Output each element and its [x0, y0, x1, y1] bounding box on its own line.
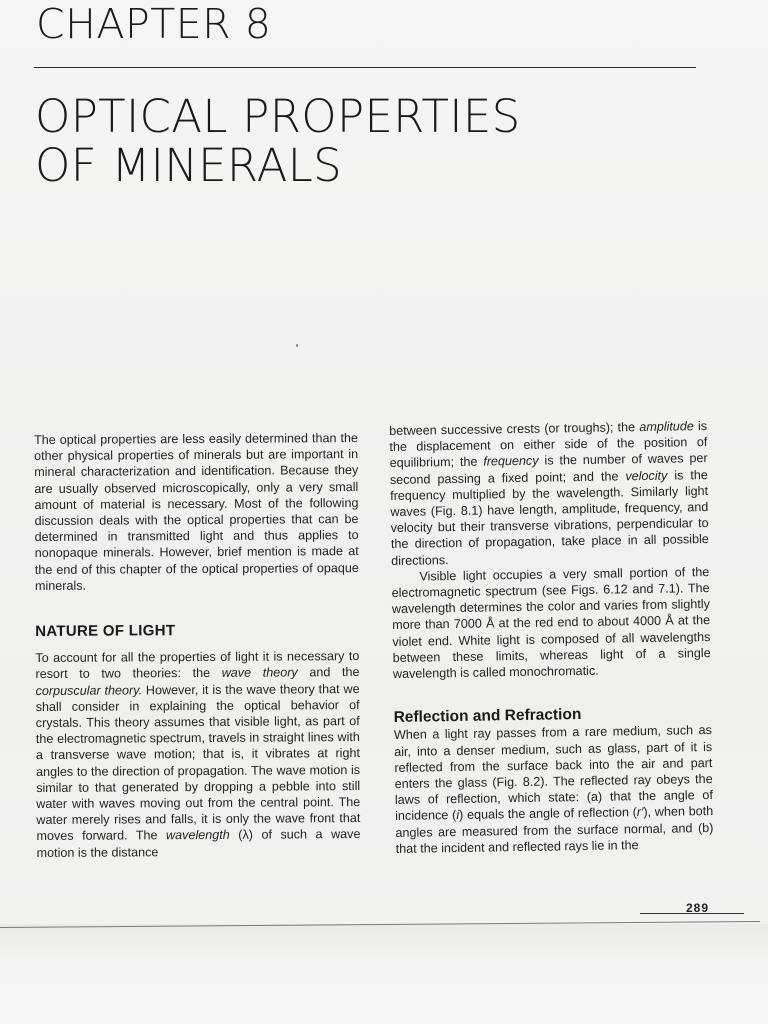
chapter-label: CHAPTER 8 — [36, 0, 272, 48]
chapter-title-line-1: OPTICAL PROPERTIES — [35, 90, 521, 143]
reflection-paragraph: When a light ray passes from a rare medium, such as air, into a denser medium, such as glass, part of it is reflected from the surface back into the air and part enters the glass (Fig. 8.2). The reflected ray obeys the laws of reflection, which state: (a) that the angle of incidence (i) equals the angle of reflection (r′), when both angles are measured from the surface normal, and (b) that the incident and reflected rays lie in the — [393, 723, 714, 856]
nature-of-light-paragraph: To account for all the properties of light it is necessary to resort to two theories: the wave theory and the corpuscular theory. However, it is the wave theory that we shall consider in explaining the optical behavior of crystals. This theory assumes that visible light, as part of the electromagnetic spectrum, travels in straight lines with a transverse wave motion; that is, it vibrates at right angles to the direction of propagation. The wave motion is similar to that generated by dropping a pebble into still water with waves moving out from the central point. The water merely rises and falls, it is only the wave front that moves forward. The wavelength (λ) of such a wave motion is the distance — [35, 649, 361, 860]
wave-properties-paragraph: between successive crests (or troughs); the amplitude is the displacement on either side of the position of equilibrium; the frequency is the number of waves per second passing a fixed point; and the velocity is the frequency multiplied by the wavelength. Similarly light waves (Fig. 8.1) have length, amplitude, frequency, and velocity but their transverse vibrations, perpendicular to the direction of propagation, take place in all possible directions. — [389, 419, 709, 568]
chapter-rule — [34, 67, 696, 68]
chapter-title — [35, 92, 520, 190]
visible-light-paragraph: Visible light occupies a very small portion of the electromagnetic spectrum (see Figs. 6.12 and 7.1). The wavelength determines the color and varies from slightly more than 7000 Å at the red end to about 4000 Å at the violet end. White light is composed of all wavelengths between these limits, whereas light of a single wavelength is called monochromatic. — [391, 564, 711, 682]
page-bottom-edge — [0, 924, 768, 1024]
page-speck — [296, 344, 298, 347]
intro-paragraph: The optical properties are less easily determined than the other physical properties of minerals but are important in mineral characterization and identification. Because they are usually observed microscopically, only a very small amount of material is necessary. Most of the following discussion deals with the optical properties that can be determined in transmitted light and thus applies to nonopaque minerals. However, brief mention is made at the end of this chapter of the optical properties of opaque minerals. — [34, 431, 359, 593]
subsection-heading-reflection-refraction: Reflection and Refraction — [393, 706, 582, 727]
left-column — [34, 430, 361, 861]
section-heading-nature-of-light: NATURE OF LIGHT — [35, 622, 176, 641]
right-column — [389, 418, 714, 857]
page-number: 289 — [686, 901, 710, 915]
chapter-title-line-2: OF MINERALS — [35, 139, 342, 192]
